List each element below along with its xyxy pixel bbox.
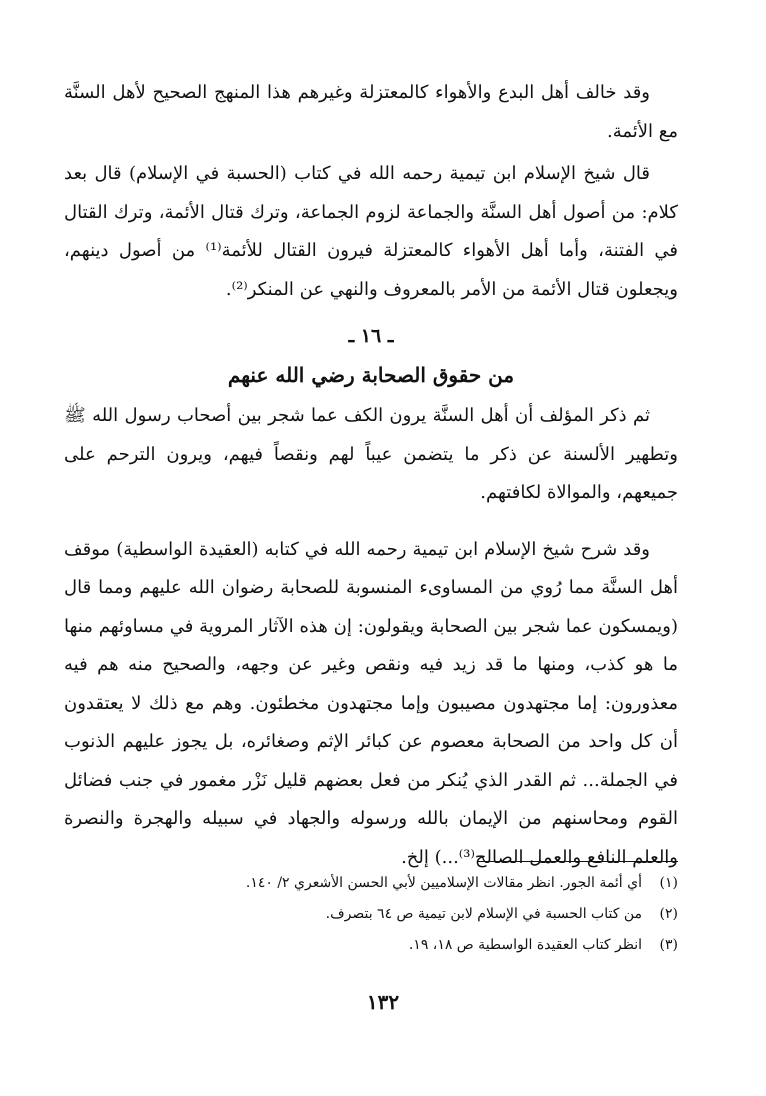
paragraph-4: وقد شرح شيخ الإسلام ابن تيمية رحمه الله في كتابه (العقيدة الواسطية) موقف أهل السنَّة مما رُوي من المساوىء المنسوبة للصحابة رضوان الله عليهم ومما قال (ويمسكون عما شجر بين الصحابة ويقولون: إن هذه الآثار المروية في مساوئهم منها ما هو كذب، ومنها ما قد زيد فيه ونقص وغير عن وجهه، والصحيح منه هم فيه معذورون: إما مجتهدون مصيبون وإما مجتهدون مخطئون. وهم مع ذلك لا يعتقدون أن كل واحد من الصحابة معصوم عن كبائر الإثم وصغائره، بل يجوز عليهم الذنوب في الجملة... ثم القدر الذي يُنكر من فعل بعضهم قليل نَزْر مغمور في جنب فضائل القوم ومحاسنهم من الإيمان بالله ورسوله والجهاد في سبيله والهجرة والنصرة والعلم النافع والعمل الصالح⁽³⁾...) إلخ. [64,538,678,868]
footnote [120,868,678,899]
paragraph-2: قال شيخ الإسلام ابن تيمية رحمه الله في كتاب (الحسبة في الإسلام) قال بعد كلام: من أصول أهل السنَّة والجماعة لزوم الجماعة، وترك قتال الأئمة، وترك القتال في الفتنة، وأما أهل الأهواء كالمعتزلة فيرون القتال للأئمة⁽¹⁾ من أصول دينهم، ويجعلون قتال الأئمة من الأمر بالمعروف والنهي عن المنكر⁽²⁾. [64,163,678,300]
footnote-mark: (١) [659,875,678,891]
footnote-divider [478,861,678,862]
footnote [120,899,678,930]
footnote [120,930,678,961]
section-heading: من حقوق الصحابة رضي الله عنهم [227,363,515,387]
paragraph-3: ثم ذكر المؤلف أن أهل السنَّة يرون الكف عما شجر بين أصحاب رسول الله ﷺ وتطهير الألسنة عن ذكر ما يتضمن عيباً لهم ونقصاً فيهم، ويرون الترحم على جميعهم، والموالاة لكافتهم. [64,405,678,503]
paragraph-1: وقد خالف أهل البدع والأهواء كالمعتزلة وغيرهم هذا المنهج الصحيح لأهل السنَّة مع الأئمة. [64,82,678,142]
main-text [64,74,678,877]
footnotes [120,868,678,961]
page-number: ١٣٢ [366,990,400,1014]
footnote-text: أي أئمة الجور. انظر مقالات الإسلاميين لأبي الحسن الأشعري ٢/ ١٤٠. [245,875,642,891]
footnote-mark: (٢) [659,906,678,922]
footnote-text: انظر كتاب العقيدة الواسطية ص ١٨، ١٩. [408,937,642,953]
footnote-text: من كتاب الحسبة في الإسلام لابن تيمية ص ٦٤ بتصرف. [325,906,642,922]
section-number: ـ ١٦ ـ [348,325,394,347]
footnote-mark: (٣) [659,937,678,953]
